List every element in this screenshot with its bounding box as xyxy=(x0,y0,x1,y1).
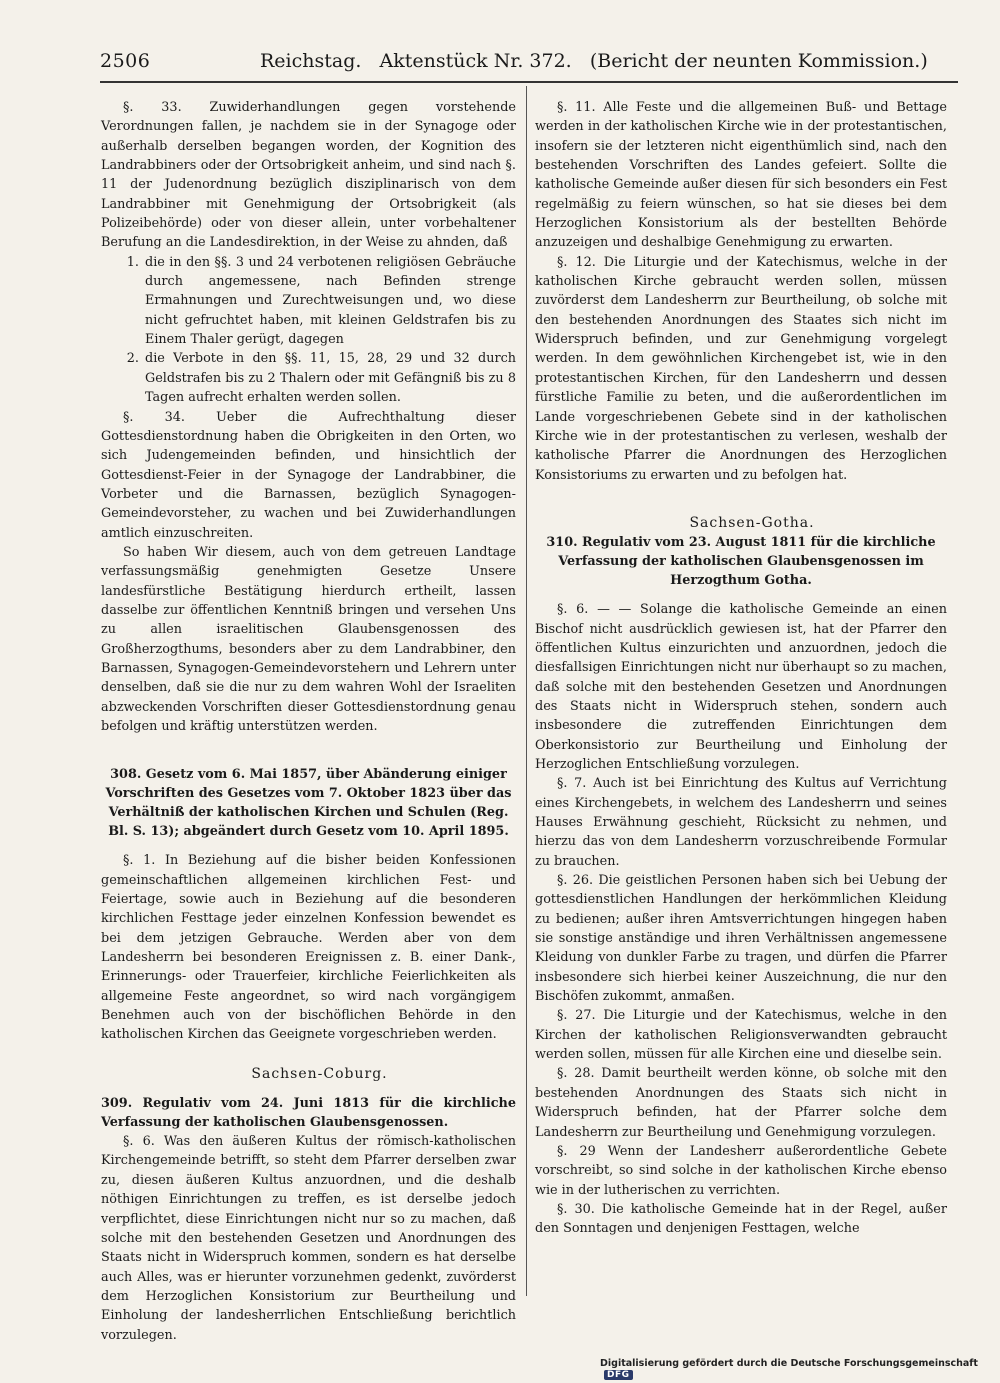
paragraph-12: §. 12. Die Liturgie und der Katechismus, welche in der katholischen Kirche gebraucht werden sollen, müssen zuvörderst dem Landesherrn zur Beurtheilung, ob solche mit den bestehenden Anordnungen des Staates sich nicht im Widerspruch befinden, und zur Genehmigung vorgelegt werden. In dem gewöhnlichen Kirchengebet ist, wie in den protestantischen Kirchen, für den Landesherrn und dessen fürstliche Familie zu beten, und die außerordentlichen im Lande vorgeschriebenen Gebete sind in der katholischen Kirche wie in der protestantischen zu verlesen, weshalb der katholische Pfarrer die Anordnungen des Herzoglichen Konsistoriums zu erwarten und zu befolgen hat. xyxy=(535,254,947,483)
paragraph-308-1: §. 1. In Beziehung auf die bisher beiden Konfessionen gemeinschaftlichen allgemeinen kirchlichen Fest- und Feiertage, sowie auch in Beziehung auf die besonderen kirchlichen Festtage jeder einzelnen Konfession bewendet es bei dem jetzigen Gebrauche. Werden aber von dem Landesherrn bei besonderen Ereignissen z. B. einer Dank-, Erinnerungs- oder Trauerfeier, kirchliche Feierlichkeiten als allgemeine Feste angeordnet, so wird nach vorgängigem Benehmen auch von der bischöflichen Behörde in den katholischen Kirchen das Geeignete vorgeschrieben werden. xyxy=(101,853,516,1043)
page-number: 2506 xyxy=(100,50,151,72)
list-item: 2. die Verbote in den §§. 11, 15, 28, 29 und 32 durch Geldstrafen bis zu 2 Thalern oder mit Gefängniß bis zu 8 Tagen aufrecht erhalten werden sollen. xyxy=(143,349,516,407)
footer-credit xyxy=(600,1358,980,1380)
closing-paragraph: So haben Wir diesem, auch von dem getreuen Landtage verfassungsmäßig genehmigten Gesetze Unsere landesfürstliche Bestätigung hierdurch ertheilt, lassen dasselbe zur öffentlichen Kenntniß bringen und versehen Uns zu allen israelitischen Glaubensgenossen des Großherzogthums, besonders aber zu dem Landrabbiner, den Barnassen, Synagogen-Gemeindevorstehern und Lehrern unter denselben, daß sie die nur zu dem wahren Wohl der Israeliten abzweckenden Vorschriften dieser Gottesdienstordnung genau befolgen und kräftig unterstützen werden. xyxy=(101,544,516,734)
paragraph-11: §. 11. Alle Feste und die allgemeinen Buß- und Bettage werden in der katholischen Kirche wie in der protestantischen, insofern sie der letzteren nicht eigenthümlich sind, nach den bestehenden Vorschriften des Landes gefeiert. Sollte die katholische Gemeinde außer diesen für sich besonders ein Fest regelmäßig zu feiern wünschen, so hat sie dieses bei dem Herzoglichen Konsistorium als der bestellten Behörde anzuzeigen und deshalbige Genehmigung zu erwarten. xyxy=(535,100,947,251)
region-heading-coburg: Sachsen-Coburg. xyxy=(251,1065,388,1082)
paragraph-26: §. 26. Die geistlichen Personen haben sich bei Uebung der gottesdienstlichen Handlungen der herkömmlichen Kleidung zu bedienen; außer ihren Amtsverrichtungen hingegen haben sie sonstige anständige und ihren Verhältnissen angemessene Kleidung von dunkler Farbe zu tragen, und dürfen die Pfarrer insbesondere sich hierbei keiner Auszeichnung, die nur den Bischöfen zukommt, anmaßen. xyxy=(535,873,947,1005)
paragraph-33-list xyxy=(101,253,516,408)
heading-310: 310. Regulativ vom 23. August 1811 für die kirchliche Verfassung der katholischen Glaubensgenossen im Herzogthum Gotha. xyxy=(546,535,936,589)
dfg-logo: DFG xyxy=(604,1370,633,1380)
paragraph-33: §. 33. Zuwiderhandlungen gegen vorstehende Verordnungen fallen, je nachdem sie in der Synagoge oder außerhalb derselben begangen worden, der Kognition des Landrabbiners oder der Ortsobrigkeit anheim, und sind nach §. 11 der Judenordnung bezüglich disziplinarisch von dem Landrabbiner mit Genehmigung der Ortsobrigkeit (als Polizeibehörde) oder von dieser allein, unter vorbehaltener Berufung an die Landesdirektion, in der Weise zu ahnden, daß xyxy=(101,100,516,251)
heading-308: 308. Gesetz vom 6. Mai 1857, über Abänderung einiger Vorschriften des Gesetzes vom 7. Oktober 1823 über das Verhältniß der katholischen Kirchen und Schulen (Reg. Bl. S. 13); abgeändert durch Gesetz vom 10. April 1895. xyxy=(105,767,512,840)
left-column xyxy=(101,98,516,1345)
region-heading-gotha: Sachsen-Gotha. xyxy=(689,514,815,531)
paragraph-34: §. 34. Ueber die Aufrechthaltung dieser Gottesdienstordnung haben die Obrigkeiten in den Orten, wo sich Judengemeinden befinden, und hinsichtlich der Gottesdienst-Feier in der Synagoge der Landrabbiner, die Vorbeter und die Barnassen, bezüglich Synagogen-Gemeindevorsteher, zu wachen und bei Zuwiderhandlungen amtlich einzuschreiten. xyxy=(101,409,516,541)
header-rule xyxy=(100,81,958,83)
list-item: 1. die in den §§. 3 und 24 verbotenen religiösen Gebräuche durch angemessene, nach Befinden strenge Ermahnungen und Zurechtweisungen und, wo diese nicht gefruchtet haben, mit kleinen Geldstrafen bis zu Einem Thaler gerügt, dagegen xyxy=(143,253,516,350)
page-header xyxy=(100,50,960,80)
right-column xyxy=(535,98,947,1239)
paragraph-27: §. 27. Die Liturgie und der Katechismus, welche in den Kirchen der katholischen Religionsverwandten gebraucht werden sollen, müssen für alle Kirchen eine und dieselbe sein. xyxy=(535,1008,947,1063)
column-divider xyxy=(526,86,527,1296)
paragraph-6: §. 6. — — Solange die katholische Gemeinde an einen Bischof nicht ausdrücklich gewiesen ist, hat der Pfarrer den öffentlichen Kultus einzurichten und anzuordnen, jedoch die diesfallsigen Einrichtungen nicht nur überhaupt so zu machen, daß solche mit den bestehenden Gesetzen und Anordnungen des Staats nicht in Widerspruch stehen, sondern auch insbesondere die zutreffenden Einrichtungen dem Oberkonsistorio zur Beurtheilung und Einholung der Herzoglichen Entschließung vorzulegen. xyxy=(535,602,947,772)
paragraph-309-6: §. 6. Was den äußeren Kultus der römisch-katholischen Kirchengemeinde betrifft, so steht dem Pfarrer derselben zwar zu, diesen äußeren Kultus anzuordnen, und die deshalb nöthigen Einrichtungen zu treffen, es ist derselbe jedoch verpflichtet, diese Einrichtungen nicht nur so zu machen, daß solche mit den bestehenden Gesetzen und Anordnungen des Staats nicht in Widerspruch kommen, sondern es hat derselbe auch Alles, was er hierunter vorzunehmen gedenkt, zuvörderst dem Herzoglichen Konsistorium zur Beurtheilung und Einholung der landesherrlichen Entschließung berichtlich vorzulegen. xyxy=(101,1134,516,1343)
paragraph-29: §. 29 Wenn der Landesherr außerordentliche Gebete vorschreibt, so sind solche in der katholischen Kirche ebenso wie in der lutherischen zu verrichten. xyxy=(535,1143,947,1198)
paragraph-7: §. 7. Auch ist bei Einrichtung des Kultus auf Verrichtung eines Kirchengebets, in welchem des Landesherrn und seines Hauses Erwähnung geschieht, Rücksicht zu nehmen, und hierzu das von dem Landesherrn vorzuschreibende Formular zu brauchen. xyxy=(535,776,947,869)
running-title: Reichstag. Aktenstück Nr. 372. (Bericht der neunten Kommission.) xyxy=(260,50,928,72)
credit-text: Digitalisierung gefördert durch die Deutsche Forschungsgemeinschaft xyxy=(600,1358,978,1369)
heading-309: 309. Regulativ vom 24. Juni 1813 für die kirchliche Verfassung der katholischen Glaubensgenossen. xyxy=(101,1096,516,1131)
paragraph-28: §. 28. Damit beurtheilt werden könne, ob solche mit den bestehenden Anordnungen des Staats sich nicht in Widerspruch befinden, hat der Pfarrer solche dem Landesherrn zur Beurtheilung und Genehmigung vorzulegen. xyxy=(535,1066,947,1140)
paragraph-30: §. 30. Die katholische Gemeinde hat in der Regel, außer den Sonntagen und denjenigen Festtagen, welche xyxy=(535,1201,947,1237)
